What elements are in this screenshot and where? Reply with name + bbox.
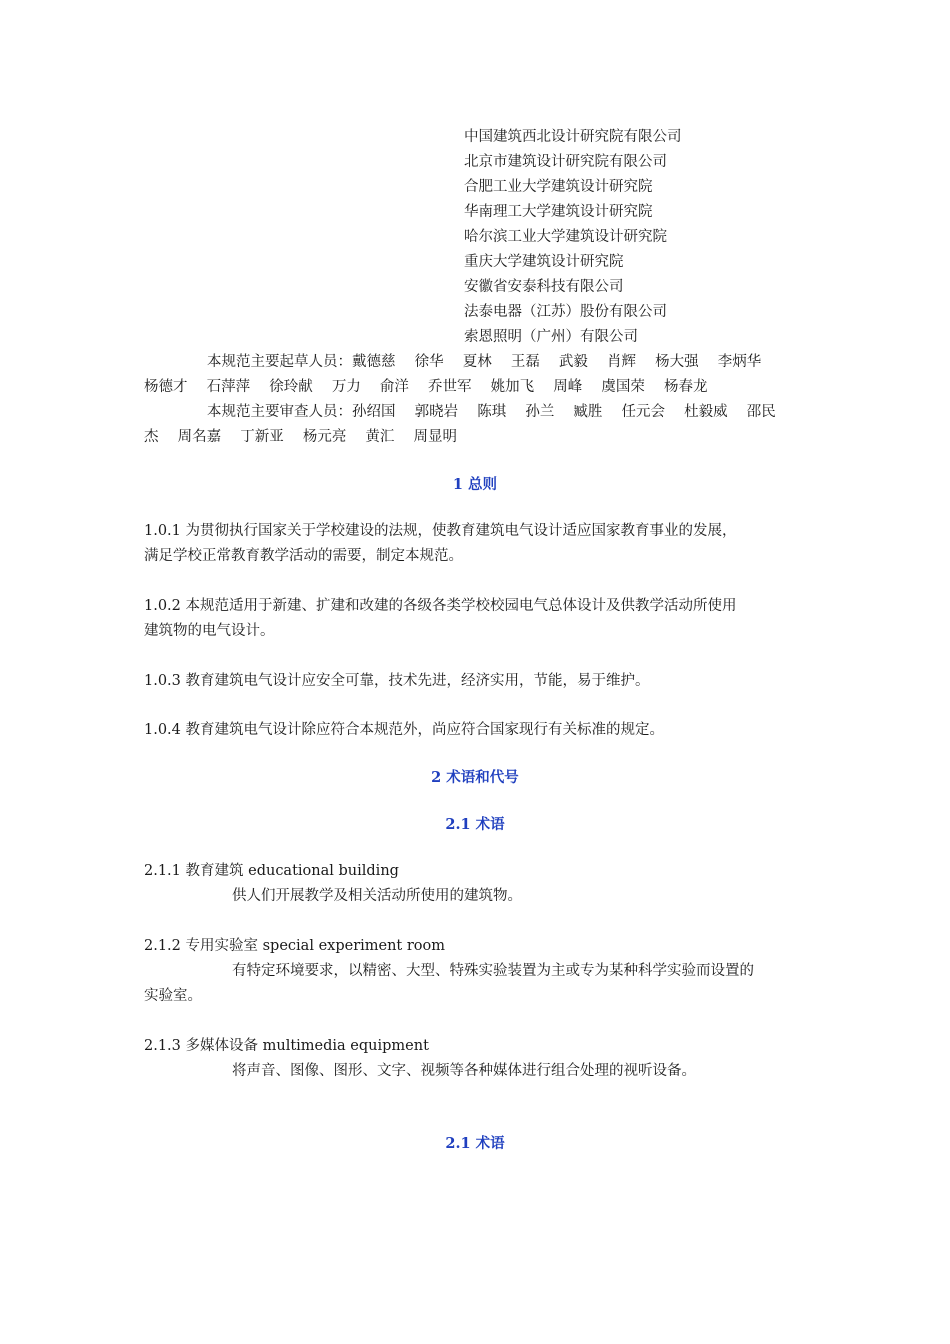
clause-1-0-3: 1.0.3 教育建筑电气设计应安全可靠，技术先进，经济实用，节能，易于维护。: [144, 673, 650, 689]
organization-item: 华南理工大学建筑设计研究院: [464, 204, 653, 220]
clause-1-0-4: 1.0.4 教育建筑电气设计除应符合本规范外，尚应符合国家现行有关标准的规定。: [144, 722, 665, 738]
term-2-1-2-definition-line-2: 实验室。: [144, 988, 202, 1004]
organization-item: 索恩照明（广州）有限公司: [464, 329, 638, 345]
organization-item: 合肥工业大学建筑设计研究院: [464, 179, 653, 195]
clause-1-0-1-line-1: 1.0.1 为贯彻执行国家关于学校建设的法规，使教育建筑电气设计适应国家教育事业的发展，: [144, 523, 737, 539]
clause-1-0-1-line-2: 满足学校正常教育教学活动的需要，制定本规范。: [144, 548, 463, 564]
clause-1-0-2-line-2: 建筑物的电气设计。: [144, 623, 275, 639]
reviewers-line-2: 杰 周名嘉 丁新亚 杨元亮 黄汇 周显明: [144, 429, 458, 445]
term-2-1-3-definition: 将声音、图像、图形、文字、视频等各种媒体进行组合处理的视听设备。: [232, 1063, 696, 1079]
organization-item: 重庆大学建筑设计研究院: [464, 254, 624, 270]
drafters-line-1: 本规范主要起草人员：戴德慈 徐华 夏林 王磊 武毅 肖辉 杨大强 李炳华: [207, 354, 762, 370]
chapter-1-heading: 1 总则: [452, 476, 498, 493]
term-2-1-3-heading: 2.1.3 多媒体设备 multimedia equipment: [144, 1038, 429, 1054]
reviewers-line-1: 本规范主要审查人员：孙绍国 郭晓岩 陈琪 孙兰 臧胜 任元会 杜毅威 邵民: [207, 404, 776, 420]
organization-item: 安徽省安泰科技有限公司: [464, 279, 624, 295]
chapter-2-heading: 2 术语和代号: [431, 769, 519, 786]
term-2-1-1-definition: 供人们开展教学及相关活动所使用的建筑物。: [232, 888, 522, 904]
organization-item: 中国建筑西北设计研究院有限公司: [464, 129, 682, 145]
term-2-1-1-heading: 2.1.1 教育建筑 educational building: [144, 863, 399, 879]
term-2-1-2-heading: 2.1.2 专用实验室 special experiment room: [144, 938, 446, 954]
section-2-1-heading: 2.1 术语: [445, 816, 505, 833]
section-2-1-heading-repeat: 2.1 术语: [445, 1135, 505, 1152]
organization-item: 法泰电器（江苏）股份有限公司: [464, 304, 667, 320]
term-2-1-2-definition-line-1: 有特定环境要求，以精密、大型、特殊实验装置为主或专为某种科学实验而设置的: [232, 963, 754, 979]
clause-1-0-2-line-1: 1.0.2 本规范适用于新建、扩建和改建的各级各类学校校园电气总体设计及供教学活动所使用: [144, 598, 737, 614]
drafters-line-2: 杨德才 石萍萍 徐玲献 万力 俞洋 乔世军 姚加飞 周峰 虞国荣 杨春龙: [144, 379, 708, 395]
organization-item: 北京市建筑设计研究院有限公司: [464, 154, 667, 170]
organization-item: 哈尔滨工业大学建筑设计研究院: [464, 229, 667, 245]
